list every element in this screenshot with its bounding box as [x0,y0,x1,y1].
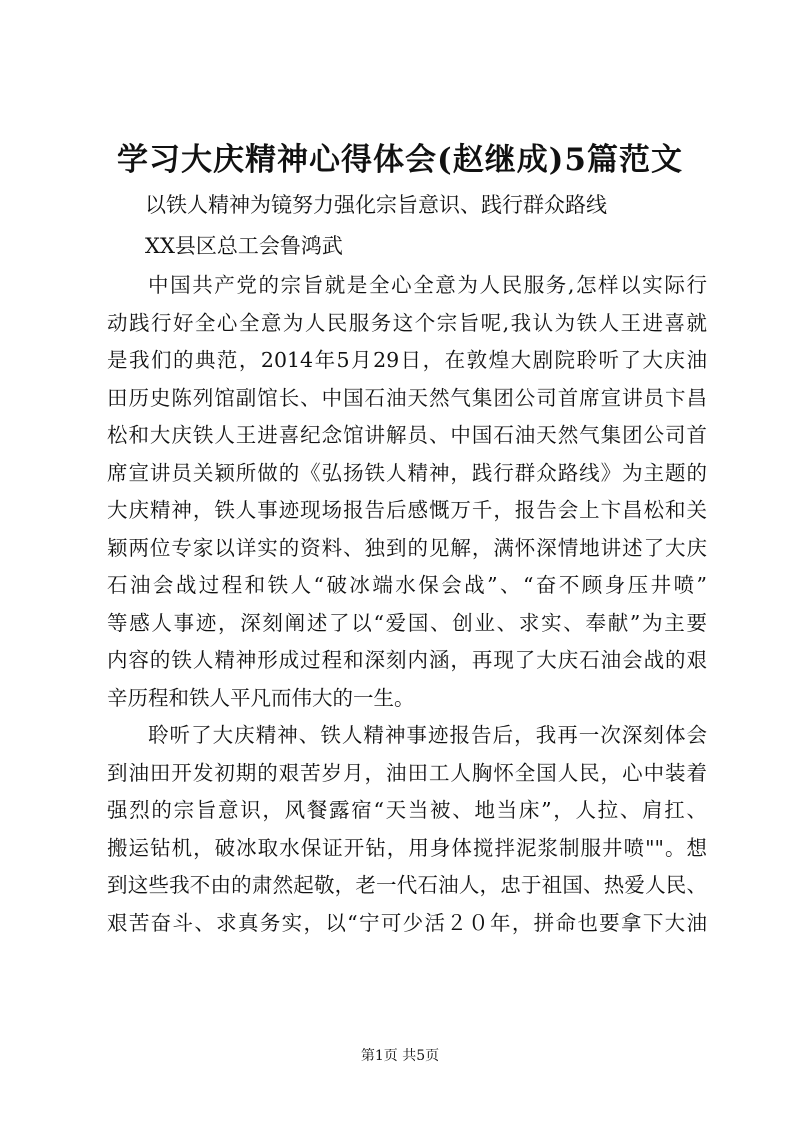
text-line: 席宣讲员关颖所做的《弘扬铁人精神，践行群众路线》为主题的 [107,460,707,485]
text-line: 动践行好全心全意为人民服务这个宗旨呢,我认为铁人王进喜就 [107,310,707,335]
page-footer: 第1页 共5页 [360,1048,440,1064]
text-line: 到油田开发初期的艰苦岁月，油田工人胸怀全国人民，心中装着 [107,760,707,785]
text-line: 辛历程和铁人平凡而伟大的一生。 [107,685,415,710]
text-line: 强烈的宗旨意识，风餐露宿“天当被、地当床”，人拉、肩扛、 [107,798,707,822]
text-line: 等感人事迹，深刻阐述了以“爱国、创业、求实、奉献”为主要 [107,610,707,635]
document-author: XX县区总工会鲁鸿武 [145,234,343,258]
text-line: 大庆精神，铁人事迹现场报告后感慨万千，报告会上卞昌松和关 [107,498,707,522]
document-body [107,267,707,942]
text-line: 石油会战过程和铁人“破冰端水保会战”、“奋不顾身压井喷” [107,573,707,597]
document-title: 学习大庆精神心得体会(赵继成)5篇范文 [117,142,683,178]
paragraph-1 [107,267,707,717]
text-line: 是我们的典范，2014年5月29日，在敦煌大剧院聆听了大庆油 [107,348,707,372]
text-line: 搬运钻机，破冰取水保证开钻，用身体搅拌泥浆制服井喷""。想 [107,835,707,860]
text-line: 到这些我不由的肃然起敬，老一代石油人，忠于祖国、热爱人民、 [107,873,707,897]
text-line: 田历史陈列馆副馆长、中国石油天然气集团公司首席宣讲员卞昌 [107,385,707,410]
document-subtitle: 以铁人精神为镜努力强化宗旨意识、践行群众路线 [145,193,607,217]
text-line: 内容的铁人精神形成过程和深刻内涵，再现了大庆石油会战的艰 [107,648,707,672]
text-line: 中国共产党的宗旨就是全心全意为人民服务,怎样以实际行 [148,273,707,297]
text-line: 艰苦奋斗、求真务实，以“宁可少活２０年，拼命也要拿下大油 [107,910,707,935]
text-line: 颖两位专家以详实的资料、独到的见解，满怀深情地讲述了大庆 [107,535,707,560]
paragraph-2 [107,717,707,942]
text-line: 松和大庆铁人王进喜纪念馆讲解员、中国石油天然气集团公司首 [107,423,707,447]
text-line: 聆听了大庆精神、铁人精神事迹报告后，我再一次深刻体会 [148,723,707,747]
